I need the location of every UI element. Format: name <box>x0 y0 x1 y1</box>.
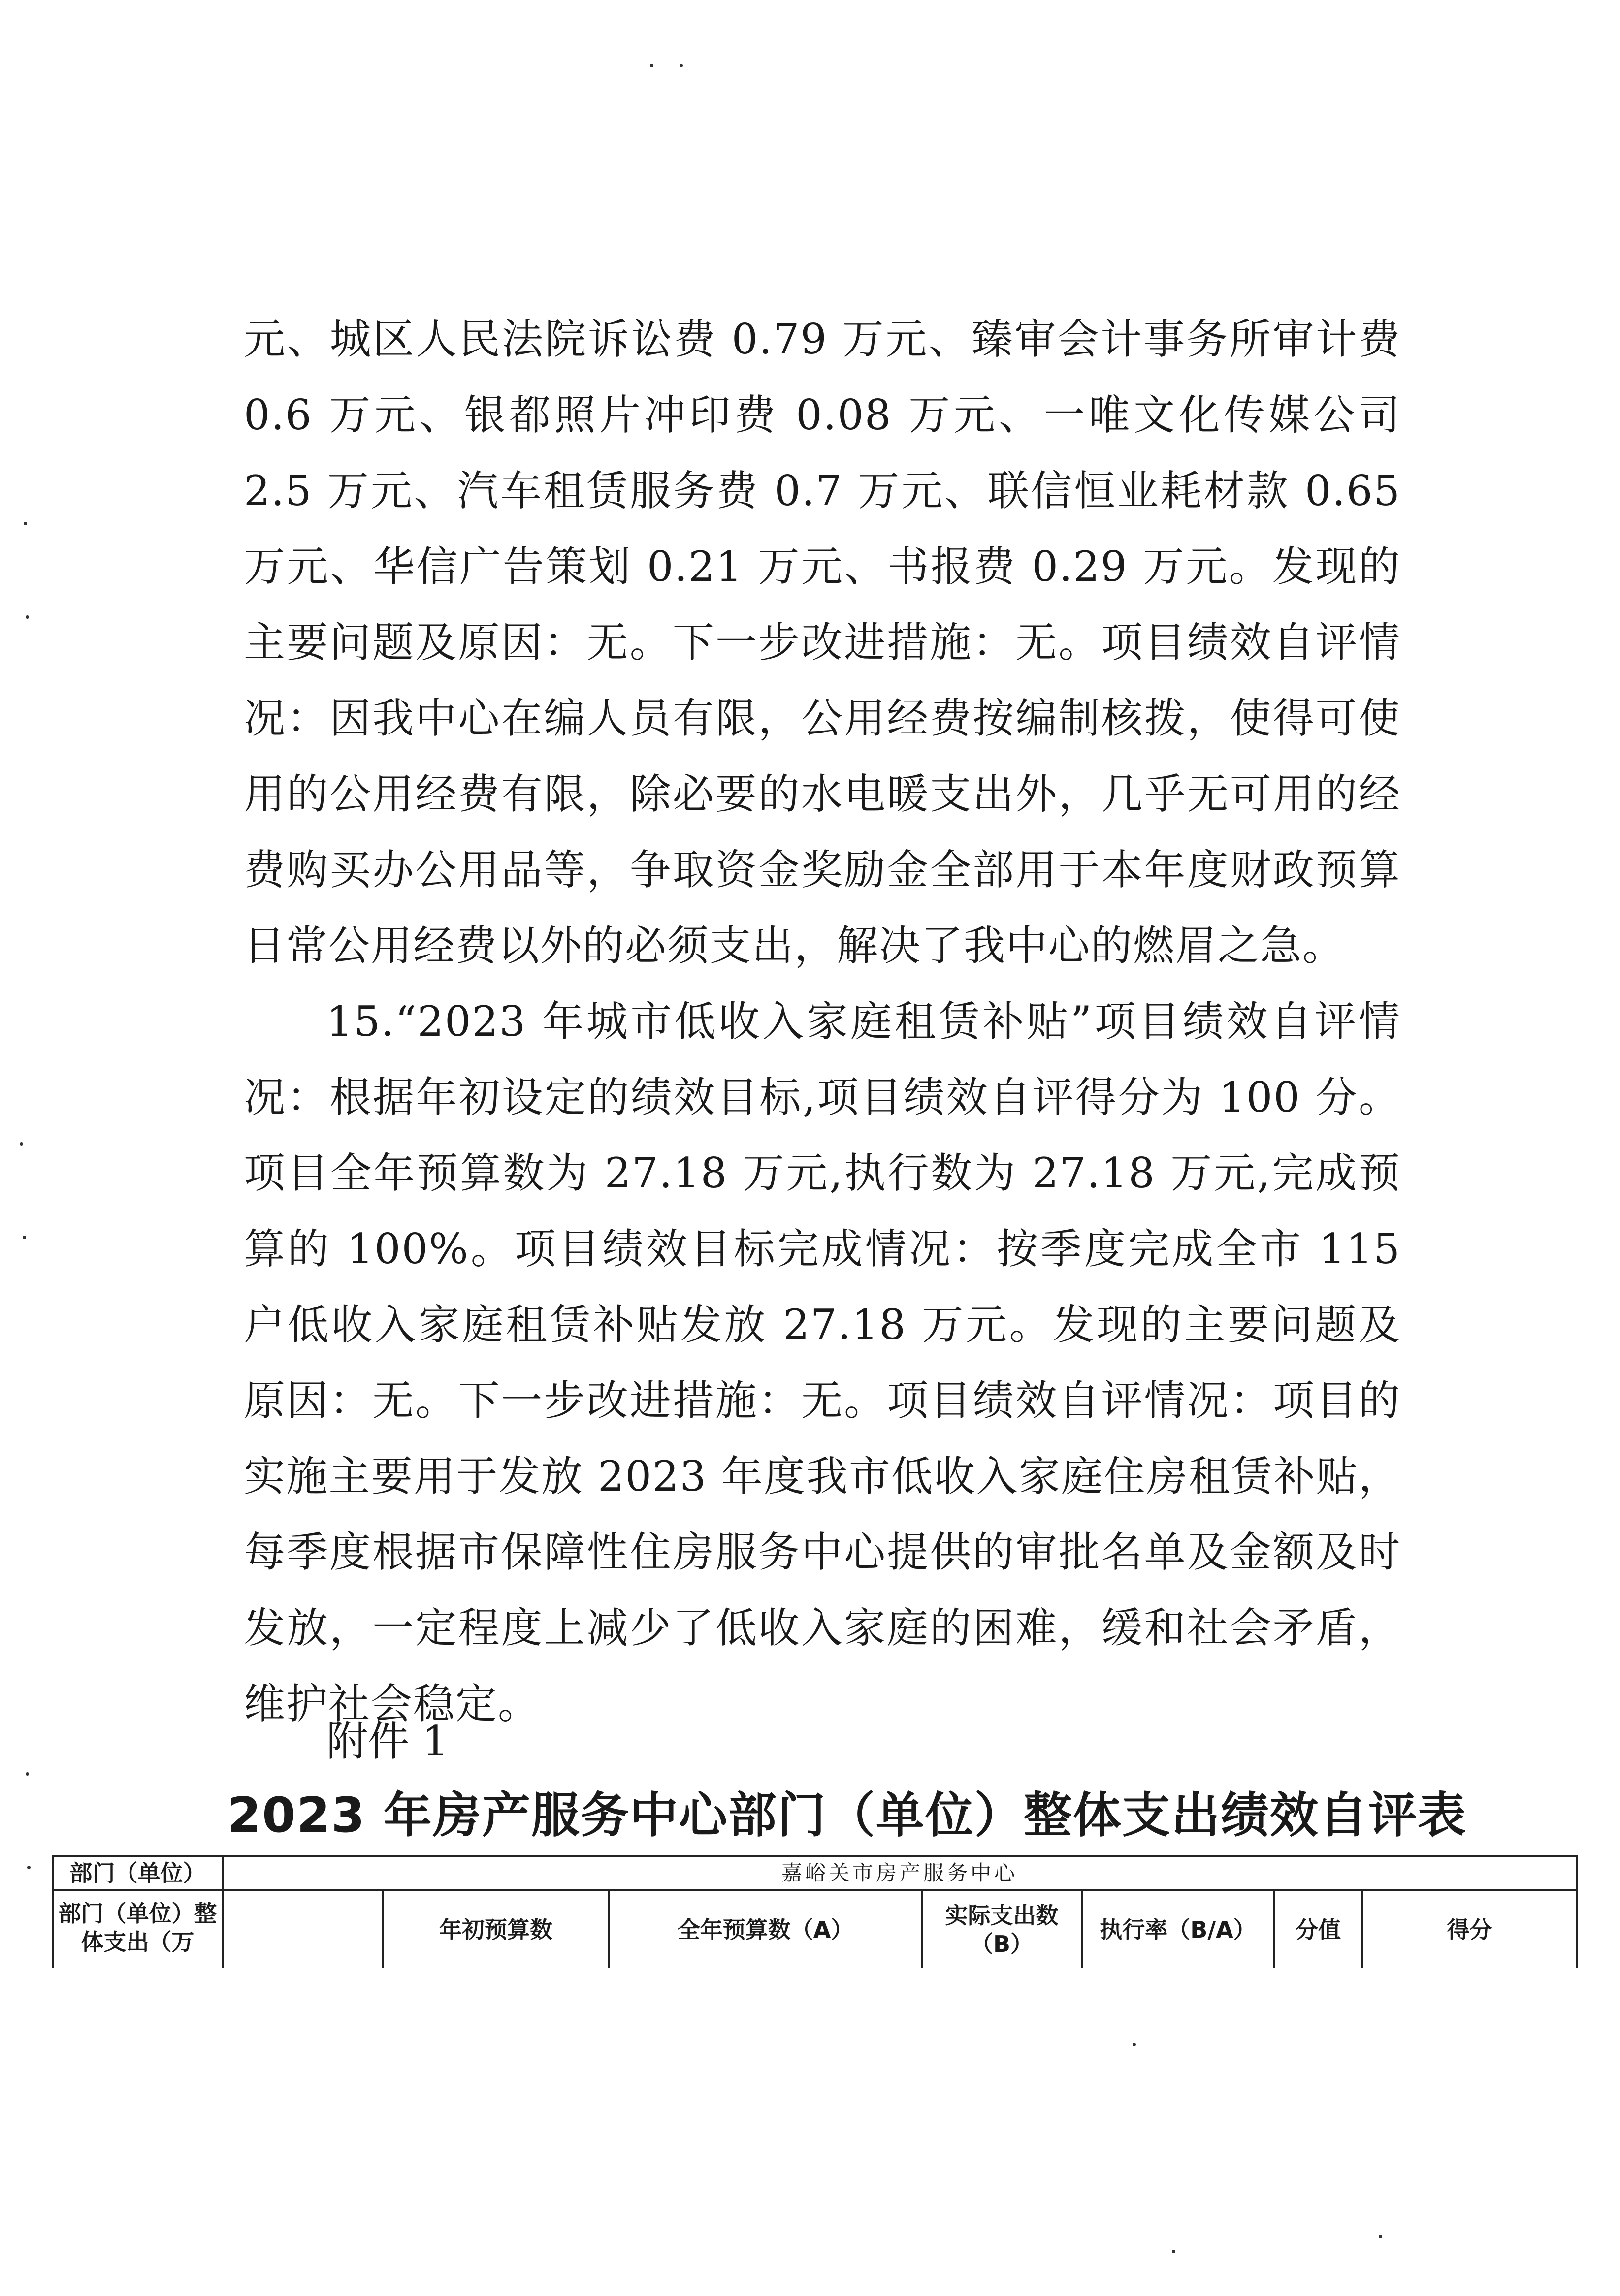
body-text <box>244 301 1401 1742</box>
table-title: 2023 年房产服务中心部门（单位）整体支出绩效自评表 <box>227 1787 1467 1844</box>
scan-speck <box>1379 2235 1382 2238</box>
scan-speck <box>1133 2043 1136 2046</box>
scan-speck <box>24 522 27 525</box>
scan-speck <box>20 1142 23 1146</box>
header-actual-expenditure: 实际支出数（B） <box>922 1890 1082 1968</box>
table-row-expenditure <box>53 1890 1577 1968</box>
scan-speck <box>1172 2250 1175 2253</box>
attachment-label: 附件 1 <box>326 1717 449 1765</box>
performance-table <box>52 1855 1578 1968</box>
paragraph-continuation: 元、城区人民法院诉讼费 0.79 万元、臻审会计事务所审计费 0.6 万元、银都照片冲印费 0.08 万元、一唯文化传媒公司 2.5 万元、汽车租赁服务费 0.7 万元、联信恒业耗材款 0.65 万元、华信广告策划 0.21 万元、书报费 0.29 万元。发现的主要问题及原因：无。下一步改进措施：无。项目绩效自评情况：因我中心在编人员有限，公用经费按编制核拨，使得可使用的公用经费有限，除必要的水电暖支出外，几乎无可用的经费购买办公用品等，争取资金奖励金全部用于本年度财政预算日常公用经费以外的必须支出，解决了我中心的燃眉之急。 <box>244 315 1401 970</box>
header-score-value: 分值 <box>1274 1890 1362 1968</box>
table-row-unit <box>53 1856 1577 1890</box>
empty-cell <box>223 1890 383 1968</box>
header-execution-rate: 执行率（B/A） <box>1082 1890 1274 1968</box>
expenditure-label-cell: 部门（单位）整体支出（万 <box>53 1890 223 1968</box>
unit-name-cell: 嘉峪关市房产服务中心 <box>223 1856 1577 1890</box>
scan-speck <box>26 1772 29 1776</box>
scan-speck <box>26 615 29 619</box>
header-initial-budget: 年初预算数 <box>383 1890 609 1968</box>
scan-speck <box>23 1236 26 1239</box>
paragraph-item-15: 15.“2023 年城市低收入家庭租赁补贴”项目绩效自评情况：根据年初设定的绩效目标,项目绩效自评得分为 100 分。项目全年预算数为 27.18 万元,执行数为 27.18 万元,完成预算的 100%。项目绩效目标完成情况：按季度完成全市 115 户低收入家庭租赁补贴发放 27.18 万元。发现的主要问题及原因：无。下一步改进措施：无。项目绩效自评情况：项目的实施主要用于发放 2023 年度我市低收入家庭住房租赁补贴，每季度根据市保障性住房服务中心提供的审批名单及金额及时发放，一定程度上减少了低收入家庭的困难，缓和社会矛盾，维护社会稳定。 <box>244 997 1401 1728</box>
unit-label-cell: 部门（单位） <box>53 1856 223 1890</box>
scan-speck <box>27 1866 31 1869</box>
header-annual-budget: 全年预算数（A） <box>609 1890 922 1968</box>
scan-speck <box>650 64 653 67</box>
header-score: 得分 <box>1362 1890 1577 1968</box>
scan-speck <box>680 64 683 67</box>
